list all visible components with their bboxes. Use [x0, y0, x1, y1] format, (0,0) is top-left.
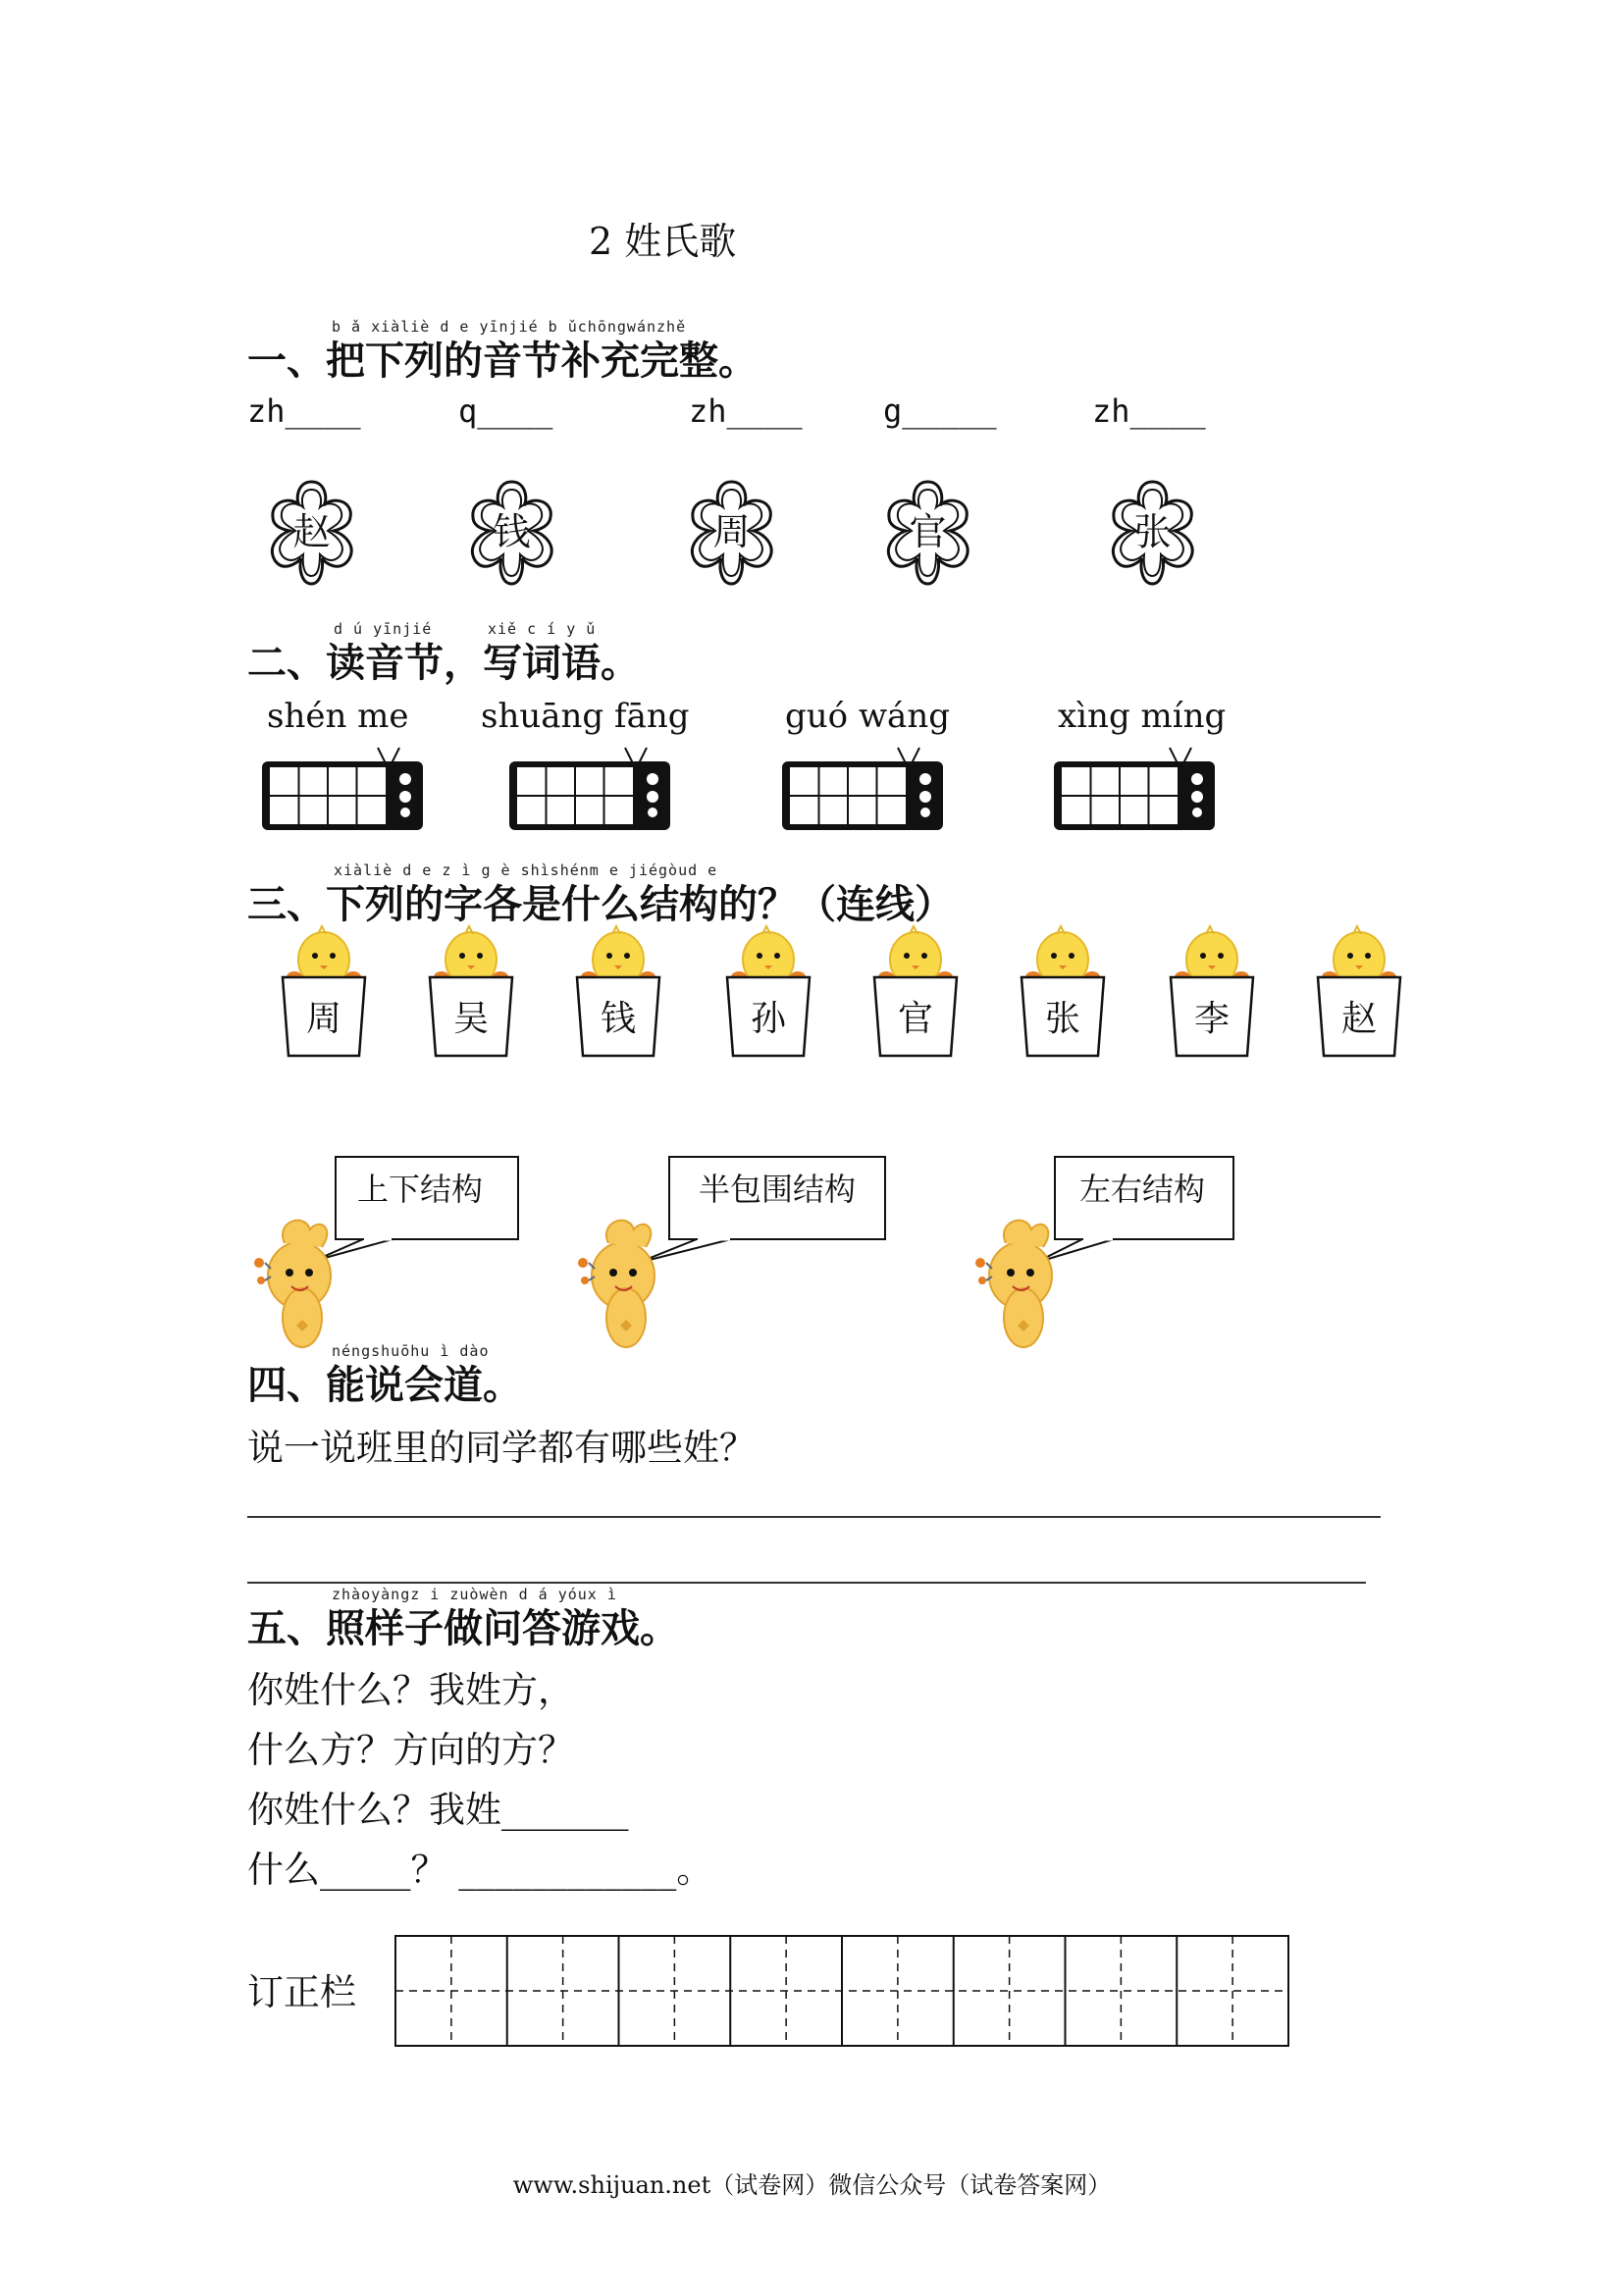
- q1-blank-1[interactable]: zh____: [247, 392, 361, 430]
- chick-card[interactable]: [275, 922, 373, 1060]
- chick-char: 孙: [750, 999, 786, 1039]
- q2-word-1: shén me: [267, 697, 409, 736]
- q1-blank-5[interactable]: zh____: [1092, 392, 1206, 430]
- q5-line-1: 你姓什么？我姓方，: [247, 1669, 574, 1711]
- q5-line-2: 什么方？方向的方？: [247, 1729, 574, 1771]
- q3-pinyin: xiàliè d e z ì g è shìshénm e jiégòud e: [334, 861, 718, 879]
- structure-label-1[interactable]: 上下结构: [357, 1171, 484, 1208]
- chick-char: 官: [897, 999, 933, 1039]
- q2-word-3: guó wáng: [785, 697, 950, 736]
- chick-card[interactable]: [1163, 922, 1261, 1060]
- answer-line-2[interactable]: [247, 1582, 1366, 1584]
- q2-pinyin-left: d ú yīnjié: [334, 620, 433, 638]
- tv-writing-box-4[interactable]: [1052, 746, 1217, 832]
- q2-word-4: xìng míng: [1058, 697, 1227, 736]
- flower-5: [1096, 476, 1209, 589]
- q1-pinyin: b ǎ xiàliè d e yīnjié b ǔchōngwánzhě: [332, 318, 687, 336]
- structure-label-3[interactable]: 左右结构: [1079, 1171, 1206, 1208]
- q1-blank-3[interactable]: zh____: [689, 392, 803, 430]
- q5-line-3[interactable]: 你姓什么？我姓_______: [247, 1789, 629, 1831]
- q2-heading: 二、读音节，写词语。: [247, 641, 640, 686]
- chick-char: 周: [305, 999, 341, 1039]
- flower-1: [255, 476, 368, 589]
- answer-line-1[interactable]: [247, 1516, 1381, 1518]
- flower-char: 钱: [493, 510, 531, 553]
- correction-grid[interactable]: [394, 1935, 1289, 2047]
- flower-4: [871, 476, 984, 589]
- q5-heading: 五、照样子做问答游戏。: [247, 1606, 679, 1651]
- flower-char: 张: [1133, 510, 1172, 553]
- chick-char: 钱: [600, 999, 636, 1039]
- tv-writing-box-3[interactable]: [780, 746, 945, 832]
- mascot-icon: [254, 1221, 331, 1347]
- q4-pinyin: néngshuōhu ì dào: [332, 1342, 490, 1360]
- q5-line-4[interactable]: 什么_____？ ____________。: [247, 1849, 713, 1891]
- q2-word-2: shuāng fāng: [481, 697, 690, 736]
- chick-card[interactable]: [719, 922, 817, 1060]
- footer-text: www.shijuan.net（试卷网）微信公众号（试卷答案网）: [512, 2171, 1112, 2199]
- chick-card[interactable]: [1310, 922, 1408, 1060]
- tv-writing-box-1[interactable]: [260, 746, 425, 832]
- chick-card[interactable]: [1014, 922, 1112, 1060]
- q2-pinyin-right: xiě c í y ǔ: [488, 620, 597, 638]
- flower-char: 赵: [292, 510, 331, 553]
- chick-char: 赵: [1340, 999, 1377, 1039]
- q5-pinyin: zhàoyàngz i zuòwèn d á yóux ì: [332, 1586, 617, 1603]
- q1-blank-4[interactable]: g_____: [883, 392, 997, 430]
- flower-2: [455, 476, 568, 589]
- flower-3: [675, 476, 788, 589]
- chick-card[interactable]: [866, 922, 965, 1060]
- q1-heading: 一、把下列的音节补充完整。: [247, 339, 758, 384]
- flower-char: 官: [909, 510, 947, 553]
- q4-heading: 四、能说会道。: [247, 1363, 522, 1408]
- page-title: 2 姓氏歌: [589, 220, 737, 263]
- chick-card[interactable]: [422, 922, 520, 1060]
- q4-prompt: 说一说班里的同学都有哪些姓？: [247, 1427, 756, 1469]
- chick-card[interactable]: [569, 922, 667, 1060]
- chick-char: 吴: [452, 999, 489, 1039]
- tv-writing-box-2[interactable]: [507, 746, 672, 832]
- structure-label-2[interactable]: 半包围结构: [699, 1171, 857, 1208]
- chick-char: 李: [1193, 999, 1230, 1039]
- mascot-icon: [578, 1221, 655, 1347]
- q1-blank-2[interactable]: q____: [458, 392, 553, 430]
- mascot-icon: [975, 1221, 1052, 1347]
- correction-label: 订正栏: [247, 1971, 356, 2013]
- q3-heading: 三、下列的字各是什么结构的？（连线）: [247, 882, 954, 927]
- chick-char: 张: [1044, 999, 1080, 1039]
- flower-char: 周: [712, 510, 751, 553]
